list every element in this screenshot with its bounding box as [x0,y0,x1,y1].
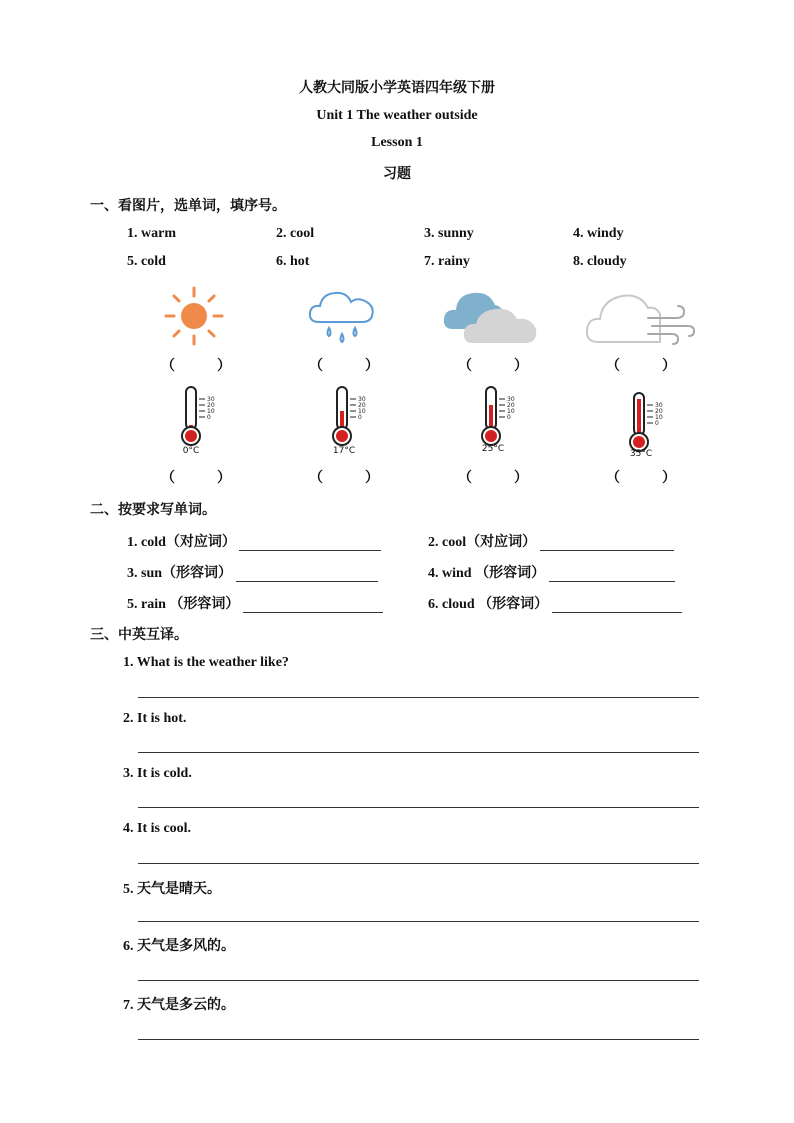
answer-line[interactable] [138,863,699,864]
temperature-label: 17°C [332,446,356,456]
word-question [428,593,682,613]
answer-line[interactable] [138,980,699,981]
thermometer-icon [474,385,524,447]
thermometer-tick: 20 [358,402,366,409]
word-option: 3. sunny [424,226,474,241]
word-option: 2. cool [276,226,315,241]
thermometer-tick: 30 [207,396,215,403]
thermometer-tick: 0 [358,414,362,421]
word-question-label: 1. cold（对应词） [127,535,236,550]
thermometer-tick: 0 [507,414,511,421]
translate-question: 1. What is the weather like? [123,655,289,670]
answer-line[interactable] [138,697,699,698]
word-option: 8. cloudy [573,254,627,269]
answer-line[interactable] [236,567,378,582]
word-option: 4. windy [573,226,624,241]
thermometer-tick: 10 [358,408,366,415]
wind-cloud-icon [584,288,696,348]
thermometer-tick: 20 [655,408,663,415]
word-question [127,562,378,582]
temperature-label: 25°C [481,444,505,454]
word-option: 1. warm [127,226,176,241]
answer-line[interactable] [138,807,699,808]
cloudy-icon [443,285,539,347]
thermometer-icon [622,391,672,453]
thermometer-tick: 20 [507,402,515,409]
answer-paren[interactable]: （ ） [606,359,676,374]
answer-line[interactable] [552,598,682,613]
word-question-label: 2. cool（对应词） [428,535,537,550]
answer-line[interactable] [549,567,675,582]
doc-title: 人教大同版小学英语四年级下册 [299,81,495,96]
answer-paren[interactable]: （ ） [458,471,528,486]
thermometer-tick: 10 [655,414,663,421]
word-question [428,531,674,551]
thermometer-tick: 0 [655,420,659,427]
answer-line[interactable] [243,598,383,613]
section1-heading: 一、看图片，选单词，填序号。 [90,199,286,214]
answer-line[interactable] [138,752,699,753]
answer-line[interactable] [540,536,674,551]
answer-line[interactable] [138,1039,699,1040]
thermometer-tick: 30 [655,402,663,409]
word-option: 5. cold [127,254,166,269]
thermometer-tick: 0 [207,414,211,421]
word-question-label: 5. rain （形容词） [127,597,240,612]
thermometer-tick: 30 [507,396,515,403]
translate-question: 7. 天气是多云的。 [123,998,235,1013]
translate-question: 4. It is cool. [123,821,192,836]
thermometer-icon [325,385,375,447]
temperature-label: 0°C [182,446,200,456]
word-option: 7. rainy [424,254,470,269]
word-question-label: 6. cloud （形容词） [428,597,549,612]
answer-paren[interactable]: （ ） [458,359,528,374]
answer-paren[interactable]: （ ） [606,471,676,486]
translate-question: 3. It is cold. [123,766,192,781]
rain-cloud-icon [305,284,379,350]
translate-question: 5. 天气是晴天。 [123,882,221,897]
unit-title: Unit 1 The weather outside [316,108,478,123]
word-question [428,562,675,582]
exercise-title: 习题 [383,167,411,182]
lesson-title: Lesson 1 [371,135,423,150]
thermometer-tick: 30 [358,396,366,403]
answer-line[interactable] [239,536,381,551]
translate-question: 2. It is hot. [123,711,187,726]
thermometer-tick: 10 [507,408,515,415]
sun-icon [163,285,225,347]
temperature-label: 35°C [629,449,653,459]
answer-paren[interactable]: （ ） [161,471,231,486]
thermometer-icon [174,385,224,447]
answer-paren[interactable]: （ ） [161,359,231,374]
answer-paren[interactable]: （ ） [309,471,379,486]
translate-question: 6. 天气是多风的。 [123,939,235,954]
word-option: 6. hot [276,254,310,269]
answer-line[interactable] [138,921,699,922]
word-question-label: 4. wind （形容词） [428,566,546,581]
section2-heading: 二、按要求写单词。 [90,503,216,518]
answer-paren[interactable]: （ ） [309,359,379,374]
word-question-label: 3. sun（形容词） [127,566,233,581]
word-question [127,531,381,551]
section3-heading: 三、中英互译。 [90,628,188,643]
thermometer-tick: 20 [207,402,215,409]
thermometer-tick: 10 [207,408,215,415]
word-question [127,593,383,613]
